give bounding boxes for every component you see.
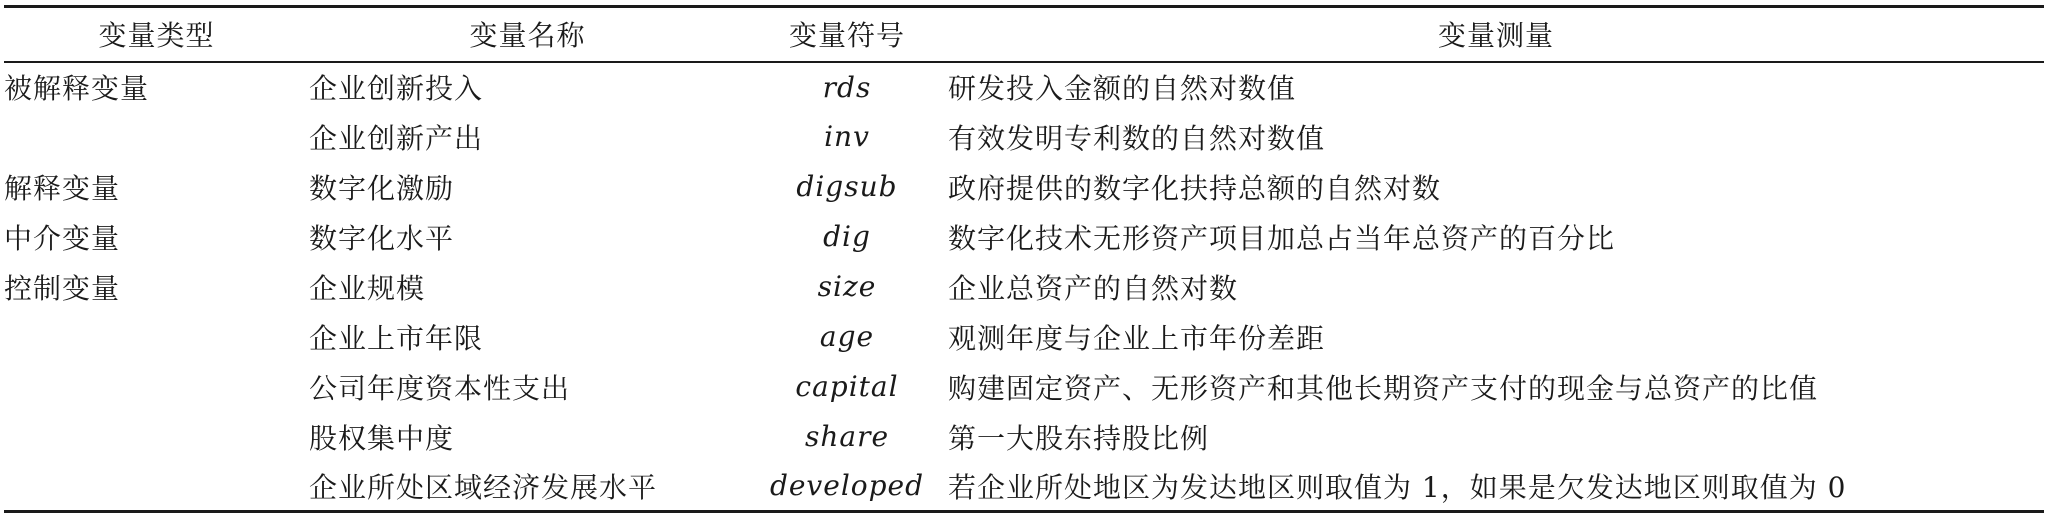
cell-variable-name: 企业创新产出: [309, 121, 484, 155]
cell-variable-symbol: capital: [795, 370, 899, 403]
cell-variable-name: 企业上市年限: [309, 321, 484, 355]
cell-variable-name: 企业创新投入: [309, 72, 484, 105]
header-variable-type: 变量类型: [4, 7, 309, 62]
table-row: [4, 312, 2044, 362]
cell-variable-type: [4, 462, 309, 512]
cell-variable-symbol: rds: [822, 70, 872, 104]
cell-variable-type: [4, 412, 309, 462]
variable-definition-table: [4, 5, 2044, 513]
cell-variable-symbol: size: [817, 270, 877, 303]
cell-variable-type: [4, 312, 309, 362]
cell-variable-measure: 研发投入金额的自然对数值: [948, 72, 1297, 105]
cell-variable-name: 企业所处区域经济发展水平: [309, 462, 746, 512]
cell-variable-name: 企业规模: [309, 271, 426, 305]
cell-variable-measure: 企业总资产的自然对数: [948, 271, 1239, 305]
table-row: [4, 162, 2044, 212]
cell-variable-type: 解释变量: [4, 171, 121, 205]
table-row: [4, 112, 2044, 162]
cell-variable-symbol: digsub: [796, 170, 898, 203]
table-row: [4, 362, 2044, 412]
table-row: [4, 212, 2044, 262]
table-header: [4, 7, 2044, 62]
header-row: [4, 7, 2044, 62]
cell-variable-type: 被解释变量: [4, 72, 150, 105]
cell-variable-measure: 有效发明专利数的自然对数值: [948, 121, 1326, 155]
cell-variable-measure: 观测年度与企业上市年份差距: [948, 321, 1326, 355]
table-row: [4, 462, 2044, 512]
cell-variable-measure: 第一大股东持股比例: [948, 421, 1210, 455]
cell-variable-name: 数字化水平: [309, 221, 455, 255]
header-variable-symbol: 变量符号: [746, 7, 948, 62]
cell-variable-symbol: inv: [824, 120, 870, 153]
cell-variable-symbol: dig: [823, 220, 871, 253]
cell-variable-type: [4, 112, 309, 162]
table-row: [4, 262, 2044, 312]
cell-variable-name: 公司年度资本性支出: [309, 371, 571, 405]
cell-variable-measure: 购建固定资产、无形资产和其他长期资产支付的现金与总资产的比值: [948, 371, 1819, 405]
cell-variable-measure: 数字化技术无形资产项目加总占当年总资产的百分比: [948, 221, 1616, 255]
table-row: [4, 62, 2044, 112]
header-variable-measure: 变量测量: [948, 7, 2044, 62]
cell-variable-measure: 政府提供的数字化扶持总额的自然对数: [948, 171, 1442, 205]
table-row: [4, 412, 2044, 462]
cell-variable-type: [4, 362, 309, 412]
cell-variable-type: 中介变量: [4, 221, 121, 255]
header-variable-name: 变量名称: [309, 7, 746, 62]
cell-variable-symbol: developed: [746, 462, 948, 512]
cell-variable-name: 股权集中度: [309, 421, 455, 455]
cell-variable-name: 数字化激励: [309, 171, 455, 205]
table-body: [4, 62, 2044, 512]
cell-variable-measure: 若企业所处地区为发达地区则取值为 1，如果是欠发达地区则取值为 0: [948, 462, 2044, 512]
cell-variable-symbol: share: [804, 420, 890, 453]
cell-variable-symbol: age: [819, 320, 875, 353]
cell-variable-type: 控制变量: [4, 271, 121, 305]
